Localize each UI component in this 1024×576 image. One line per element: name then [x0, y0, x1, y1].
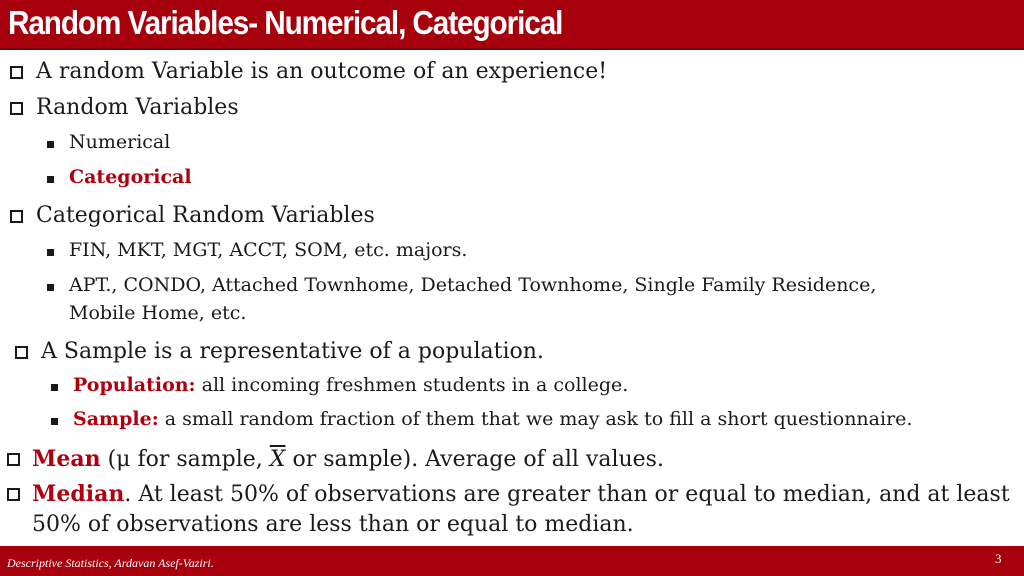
bullet-mean [32, 446, 664, 472]
title-bar [0, 0, 1024, 50]
population-text: all incoming freshmen students in a college. [195, 374, 629, 396]
mean-text-2: or sample). Average of all values. [285, 447, 664, 472]
hollow-square-bullet-icon [15, 346, 28, 359]
x-bar-symbol: $\overline{X}$ [269, 447, 286, 472]
bullet-sample-definition: A Sample is a representative of a population. [41, 339, 544, 364]
sub-bullet-housing-line-2: Mobile Home, etc. [69, 302, 247, 324]
bullet-median-line-1 [32, 481, 1010, 507]
hollow-square-bullet-icon [10, 102, 23, 115]
bullet-random-variable-definition: A random Variable is an outcome of an experience! [36, 59, 608, 84]
filled-square-bullet-icon [47, 249, 54, 256]
sample-text: a small random fraction of them that we may ask to fill a short questionnaire. [158, 408, 913, 430]
page-number: 3 [995, 551, 1002, 566]
filled-square-bullet-icon [51, 384, 58, 391]
mean-text-1: (μ for sample, [100, 447, 270, 472]
hollow-square-bullet-icon [7, 453, 20, 466]
sub-bullet-sample [73, 408, 912, 430]
median-label: Median [32, 481, 125, 507]
filled-square-bullet-icon [47, 176, 54, 183]
filled-square-bullet-icon [47, 284, 54, 291]
bullet-median-line-2: 50% of observations are less than or equal to median. [32, 512, 634, 537]
mean-label: Mean [32, 446, 101, 472]
sub-bullet-categorical: Categorical [69, 166, 192, 188]
hollow-square-bullet-icon [10, 210, 23, 223]
sub-bullet-numerical: Numerical [69, 131, 171, 153]
bullet-categorical-random-variables: Categorical Random Variables [36, 203, 375, 228]
filled-square-bullet-icon [51, 418, 58, 425]
slide-title: Random Variables- Numerical, Categorical [8, 4, 563, 41]
median-text-1: . At least 50% of observations are greater than or equal to median, and at least [124, 482, 1010, 507]
hollow-square-bullet-icon [7, 488, 20, 501]
filled-square-bullet-icon [47, 141, 54, 148]
sub-bullet-housing-line-1: APT., CONDO, Attached Townhome, Detached Townhome, Single Family Residence, [69, 274, 877, 296]
population-label: Population: [73, 374, 196, 396]
footer-bar [0, 546, 1024, 576]
bullet-random-variables: Random Variables [36, 95, 239, 120]
sub-bullet-majors: FIN, MKT, MGT, ACCT, SOM, etc. majors. [69, 239, 468, 261]
footer-credit: Descriptive Statistics, Ardavan Asef-Vaziri. [7, 556, 214, 570]
sub-bullet-population [73, 374, 628, 396]
sample-label: Sample: [73, 408, 159, 430]
hollow-square-bullet-icon [10, 66, 23, 79]
